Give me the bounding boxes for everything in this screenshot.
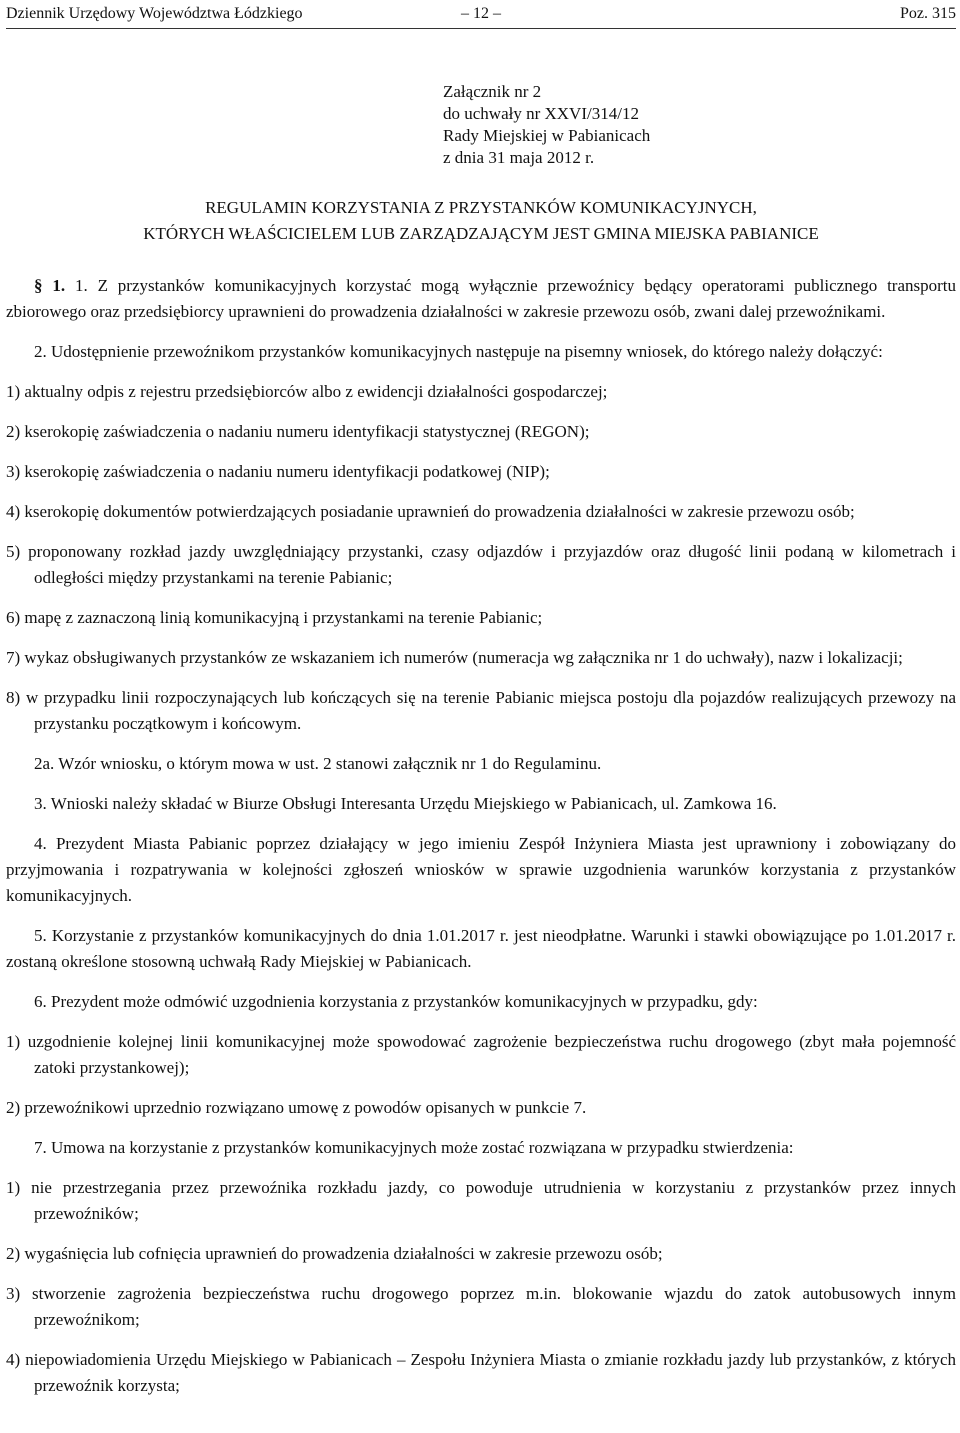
- paragraph-text: 1. Z przystanków komunikacyjnych korzystać mogą wyłącznie przewoźnicy będący operatorami publicznego transportu zbiorowego oraz przedsiębiorcy uprawnieni do prowadzenia działalności w zakresie przewozu osób, zwani dalej przewoźnikami.: [6, 276, 957, 321]
- list-item: 4) niepowiadomienia Urzędu Miejskiego w Pabianicach – Zespołu Inżyniera Miasta o zmianie rozkładu jazdy lub przystanków, z których przewoźnik korzysta;: [6, 1350, 956, 1395]
- list-item: 1) nie przestrzegania przez przewoźnika rozkładu jazdy, co powoduje utrudnienia w korzystaniu z przystanków przez innych przewoźników;: [6, 1178, 956, 1223]
- paragraph-2a: 2a. Wzór wniosku, o którym mowa w ust. 2 stanowi załącznik nr 1 do Regulaminu.: [34, 754, 602, 773]
- page-number: – 12 –: [461, 5, 501, 22]
- list-item: 5) proponowany rozkład jazdy uwzględniający przystanki, czasy odjazdów i przyjazdów oraz długość linii podaną w kilometrach i odległości między przystankami na terenie Pabianic;: [6, 542, 956, 587]
- list-item: 2) kserokopię zaświadczenia o nadaniu numeru identyfikacji statystycznej (REGON);: [6, 422, 590, 441]
- annex-line: do uchwały nr XXVI/314/12: [443, 104, 639, 123]
- list-item: 3) kserokopię zaświadczenia o nadaniu numeru identyfikacji podatkowej (NIP);: [6, 462, 550, 481]
- annex-line: Rady Miejskiej w Pabianicach: [443, 126, 651, 145]
- list-item: 2) wygaśnięcia lub cofnięcia uprawnień do prowadzenia działalności w zakresie przewozu osób;: [6, 1244, 663, 1263]
- list-item: 6) mapę z zaznaczoną linią komunikacyjną i przystankami na terenie Pabianic;: [6, 608, 543, 627]
- page-header: [6, 0, 956, 29]
- title-line: KTÓRYCH WŁAŚCICIELEM LUB ZARZĄDZAJĄCYM JEST GMINA MIEJSKA PABIANICE: [143, 224, 819, 243]
- list-item: 7) wykaz obsługiwanych przystanków ze wskazaniem ich numerów (numeracja wg załącznika nr 1 do uchwały), nazw i lokalizacji;: [6, 648, 903, 667]
- section-label: § 1.: [34, 276, 66, 295]
- list-item: 1) uzgodnienie kolejnej linii komunikacyjnej może spowodować zagrożenie bezpieczeństwa ruchu drogowego (zbyt mała pojemność zatoki przystankowej);: [6, 1032, 956, 1077]
- document-body: [6, 273, 956, 1399]
- list-item: 1) aktualny odpis z rejestru przedsiębiorców albo z ewidencji działalności gospodarczej;: [6, 382, 608, 401]
- journal-title: Dziennik Urzędowy Województwa Łódzkiego: [6, 5, 303, 22]
- annex-line: z dnia 31 maja 2012 r.: [443, 148, 595, 167]
- list-attachments: [6, 379, 956, 737]
- list-item: 3) stworzenie zagrożenia bezpieczeństwa ruchu drogowego poprzez m.in. blokowanie wjazdu do zatok autobusowych innym przewoźnikom;: [6, 1284, 956, 1329]
- document-title: [6, 195, 956, 247]
- paragraph-4: 4. Prezydent Miasta Pabianic poprzez działający w jego imieniu Zespół Inżyniera Miasta jest uprawniony i zobowiązany do przyjmowania i rozpatrywania w kolejności zgłoszeń wniosków w sprawie uzgodnienia warunków korzystania z przystanków komunikacyjnych.: [6, 834, 956, 905]
- list-termination-reasons: [6, 1175, 956, 1399]
- list-item: 2) przewoźnikowi uprzednio rozwiązano umowę z powodów opisanych w punkcie 7.: [6, 1098, 587, 1117]
- annex-block: [443, 81, 956, 169]
- paragraph-1: [6, 273, 956, 325]
- list-refusal-reasons: [6, 1029, 956, 1121]
- document-page: [6, 0, 956, 1413]
- list-item: 4) kserokopię dokumentów potwierdzających posiadanie uprawnień do prowadzenia działalności w zakresie przewozu osób;: [6, 502, 855, 521]
- paragraph-6: 6. Prezydent może odmówić uzgodnienia korzystania z przystanków komunikacyjnych w przypadku, gdy:: [34, 992, 758, 1011]
- item-number: Poz. 315: [900, 5, 956, 22]
- title-line: REGULAMIN KORZYSTANIA Z PRZYSTANKÓW KOMUNIKACYJNYCH,: [205, 198, 757, 217]
- paragraph-5: 5. Korzystanie z przystanków komunikacyjnych do dnia 1.01.2017 r. jest nieodpłatne. Warunki i stawki obowiązujące po 1.01.2017 r. zostaną określone stosowną uchwałą Rady Miejskiej w Pabianicach.: [6, 926, 956, 971]
- paragraph-2: 2. Udostępnienie przewoźnikom przystanków komunikacyjnych następuje na pisemny wniosek, do którego należy dołączyć:: [34, 342, 883, 361]
- list-item: 8) w przypadku linii rozpoczynających lub kończących się na terenie Pabianic miejsca postoju dla pojazdów realizujących przewozy na przystanku początkowym i końcowym.: [6, 688, 956, 733]
- annex-line: Załącznik nr 2: [443, 82, 542, 101]
- paragraph-3: 3. Wnioski należy składać w Biurze Obsługi Interesanta Urzędu Miejskiego w Pabianicach, ul. Zamkowa 16.: [34, 794, 777, 813]
- paragraph-7: 7. Umowa na korzystanie z przystanków komunikacyjnych może zostać rozwiązana w przypadku stwierdzenia:: [34, 1138, 794, 1157]
